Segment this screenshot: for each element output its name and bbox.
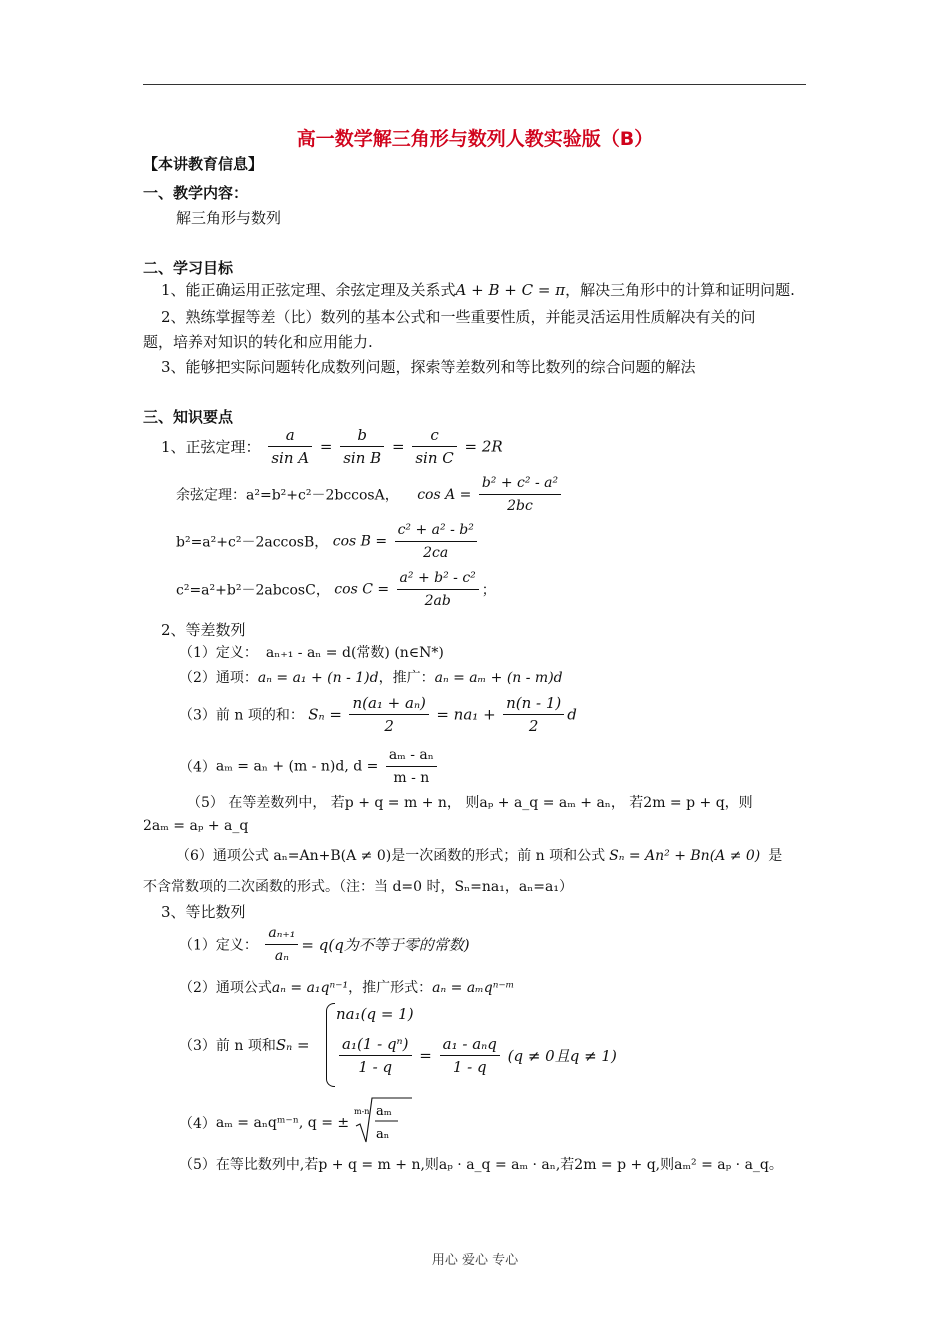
cosine-law-a: a²=b²+c²－2bccosA，: [246, 487, 399, 504]
equals-sign: =: [419, 1046, 432, 1065]
numerator: n(n - 1): [503, 692, 564, 715]
radical-sign: [354, 1096, 412, 1150]
sine-law-rhs: = 2R: [464, 437, 503, 456]
cosC-lhs: cos C =: [334, 581, 390, 598]
arith-property-4-formula: aₘ = aₙ + (m - n)d, d =: [215, 758, 379, 775]
equals-sign: =: [319, 437, 333, 456]
geo-general-term: [179, 977, 514, 997]
arith-property-5-line-2: 2aₘ = aₚ + a_q: [143, 818, 249, 834]
goal-item-3: 3、能够把实际问题转化成数列问题，探索等差数列和等比数列的综合问题的解法: [161, 358, 696, 376]
denominator: sin B: [343, 449, 382, 467]
fraction-geo-sum-2: [440, 1033, 500, 1078]
numerator: a: [268, 424, 312, 447]
fraction-geo-sum-1: [339, 1033, 412, 1078]
equals-sign: =: [391, 437, 405, 456]
goal-item-1-text-a: 1、能正确运用正弦定理、余弦定理及关系式: [161, 281, 456, 299]
fraction-arith-sum-1: [349, 692, 428, 737]
fraction-arith-sum-2: [503, 692, 564, 737]
geo-sum-label: [179, 1035, 310, 1055]
cosA-lhs: cos A =: [417, 486, 472, 503]
arith-general-term: [179, 667, 563, 687]
numerator: a² + b² - c²: [397, 567, 479, 590]
geo-definition-tail: = q(q为不等于零的常数): [301, 936, 470, 954]
arith-property-6-text-a: （6）通项公式 aₙ=An+B(A ≠ 0)是一次函数的形式；前 n 项和公式: [176, 848, 606, 864]
denominator: 2bc: [507, 498, 533, 514]
arith-general-term-label: （2）通项：: [179, 670, 258, 686]
numerator: b² + c² - a²: [479, 472, 561, 495]
goal-item-2-line-1: 2、熟练掌握等差（比）数列的基本公式和一些重要性质，并能灵活运用性质解决有关的问: [161, 308, 756, 326]
page-footer: 用心 爱心 专心: [431, 1253, 519, 1268]
sine-law: [161, 424, 503, 469]
arith-sum-lhs: Sₙ =: [308, 705, 342, 724]
geo-property-4-formula: aₘ = aₙqᵐ⁻ⁿ, q = ±: [215, 1115, 350, 1131]
geo-general-term-ext: aₙ = aₘqⁿ⁻ᵐ: [432, 980, 515, 996]
geo-heading: 3、等比数列: [161, 903, 246, 921]
numerator: a₁ - aₙq: [440, 1033, 500, 1056]
arith-heading: 2、等差数列: [161, 621, 246, 639]
arith-property-6-line-2: 不含常数项的二次函数的形式。（注：当 d=0 时，Sₙ=na₁，aₙ=a₁）: [143, 879, 573, 895]
arith-definition-formula: aₙ₊₁ - aₙ = d(常数) (n∈N*): [265, 645, 444, 661]
denominator: 2ab: [424, 593, 451, 609]
geo-sum-case-1: na₁(q = 1): [336, 1005, 414, 1023]
sec2-heading: 二、学习目标: [143, 259, 234, 277]
arith-sum-tail: d: [567, 705, 577, 724]
fraction-ratio: [265, 922, 298, 967]
numerator: c: [412, 424, 456, 447]
geo-definition-label: （1）定义：: [179, 937, 258, 954]
cosine-law-c-tail: ；: [481, 582, 496, 599]
arith-general-term-ext: aₙ = aₘ + (n - m)d: [434, 670, 563, 686]
fraction-common-difference: [386, 744, 437, 789]
geo-general-term-formula: aₙ = a₁qⁿ⁻¹: [271, 980, 349, 996]
cosine-law-3: [176, 567, 496, 612]
cosB-lhs: cos B =: [332, 533, 388, 550]
piecewise-brace: [326, 1003, 335, 1087]
arith-sum: [179, 692, 577, 737]
arith-general-term-formula: aₙ = a₁ + (n - 1)d: [257, 670, 379, 686]
geo-general-term-mid: ，推广形式：: [348, 980, 433, 996]
arith-definition-label: （1）定义：: [179, 645, 258, 661]
numerator: aₙ₊₁: [265, 922, 298, 945]
numerator: b: [340, 424, 384, 447]
denominator: aₙ: [274, 948, 289, 964]
sec1-heading: 一、教学内容：: [143, 184, 249, 202]
geo-property-5: （5）在等比数列中,若p + q = m + n,则aₚ · a_q = aₘ · aₙ,若2m = p + q,则aₘ² = aₚ · a_q。: [179, 1157, 783, 1173]
geo-sum-condition: (q ≠ 0且q ≠ 1): [507, 1047, 617, 1065]
fraction-a-sinA: [268, 424, 312, 469]
info-header: 【本讲教育信息】: [143, 155, 264, 173]
root-symbol-icon: [354, 1096, 412, 1146]
geo-sum-lhs: Sₙ =: [275, 1036, 310, 1054]
root-denominator: aₙ: [375, 1127, 389, 1142]
cosine-law-c: c²=a²+b²－2abcosC，: [176, 582, 330, 599]
geo-property-4-label: （4）: [179, 1116, 216, 1132]
goal-item-1: [161, 279, 795, 300]
denominator: m - n: [393, 770, 430, 786]
arith-property-5-line-1: （5） 在等差数列中， 若p + q = m + n， 则aₚ + a_q = aₘ + aₙ， 若2m = p + q，则: [187, 795, 753, 811]
numerator: a₁(1 - qⁿ): [339, 1033, 412, 1056]
goal-item-1-text-b: ，解决三角形中的计算和证明问题.: [565, 281, 795, 299]
page-title: 高一数学解三角形与数列人教实验版（B）: [296, 128, 654, 150]
fraction-b-sinB: [340, 424, 384, 469]
numerator: n(a₁ + aₙ): [349, 692, 428, 715]
cosine-law-2: [176, 519, 480, 564]
cosine-law-1: [176, 472, 564, 517]
denominator: sin A: [271, 449, 310, 467]
sine-law-label: 1、正弦定理：: [161, 438, 261, 456]
fraction-cosA: [479, 472, 561, 517]
arith-property-4-label: （4）: [179, 759, 216, 776]
arith-property-6-text-c: 是: [768, 848, 783, 864]
denominator: 1 - q: [452, 1058, 487, 1076]
sec3-heading: 三、知识要点: [143, 408, 234, 426]
header-rule: [143, 84, 806, 85]
numerator: aₘ - aₙ: [386, 744, 437, 767]
arith-property-4: [179, 744, 440, 789]
geo-general-term-label: （2）通项公式: [179, 980, 272, 996]
root-numerator: aₘ: [375, 1104, 392, 1119]
arith-sum-quadratic: Sₙ = An² + Bn(A ≠ 0): [609, 848, 761, 864]
denominator: sin C: [415, 449, 454, 467]
denominator: 2: [528, 717, 539, 735]
fraction-cosB: [395, 519, 477, 564]
denominator: 1 - q: [358, 1058, 393, 1076]
geo-property-4: [179, 1096, 412, 1150]
arith-definition: [179, 642, 444, 662]
sec1-content: 解三角形与数列: [176, 209, 282, 227]
numerator: c² + a² - b²: [395, 519, 477, 542]
denominator: 2ca: [423, 545, 449, 561]
arith-general-term-mid: ，推广：: [378, 670, 435, 686]
denominator: 2: [384, 717, 394, 735]
angle-sum-formula: A + B + C = π: [455, 281, 566, 299]
geo-sum-case-2: [336, 1033, 617, 1078]
fraction-c-sinC: [412, 424, 456, 469]
cosine-law-b: b²=a²+c²－2accosB，: [176, 534, 329, 551]
goal-item-2-line-2: 题，培养对知识的转化和应用能力.: [143, 333, 373, 351]
cosine-law-label: 余弦定理：: [176, 487, 246, 504]
fraction-cosC: [397, 567, 479, 612]
geo-sum-label-text: （3）前 n 项和: [179, 1038, 276, 1054]
arith-sum-label: （3）前 n 项的和：: [179, 707, 304, 724]
arith-sum-mid: = na₁ +: [436, 705, 496, 724]
geo-definition: [179, 922, 470, 967]
arith-property-6-line-1: [176, 845, 782, 865]
root-index: m-n: [353, 1107, 370, 1116]
